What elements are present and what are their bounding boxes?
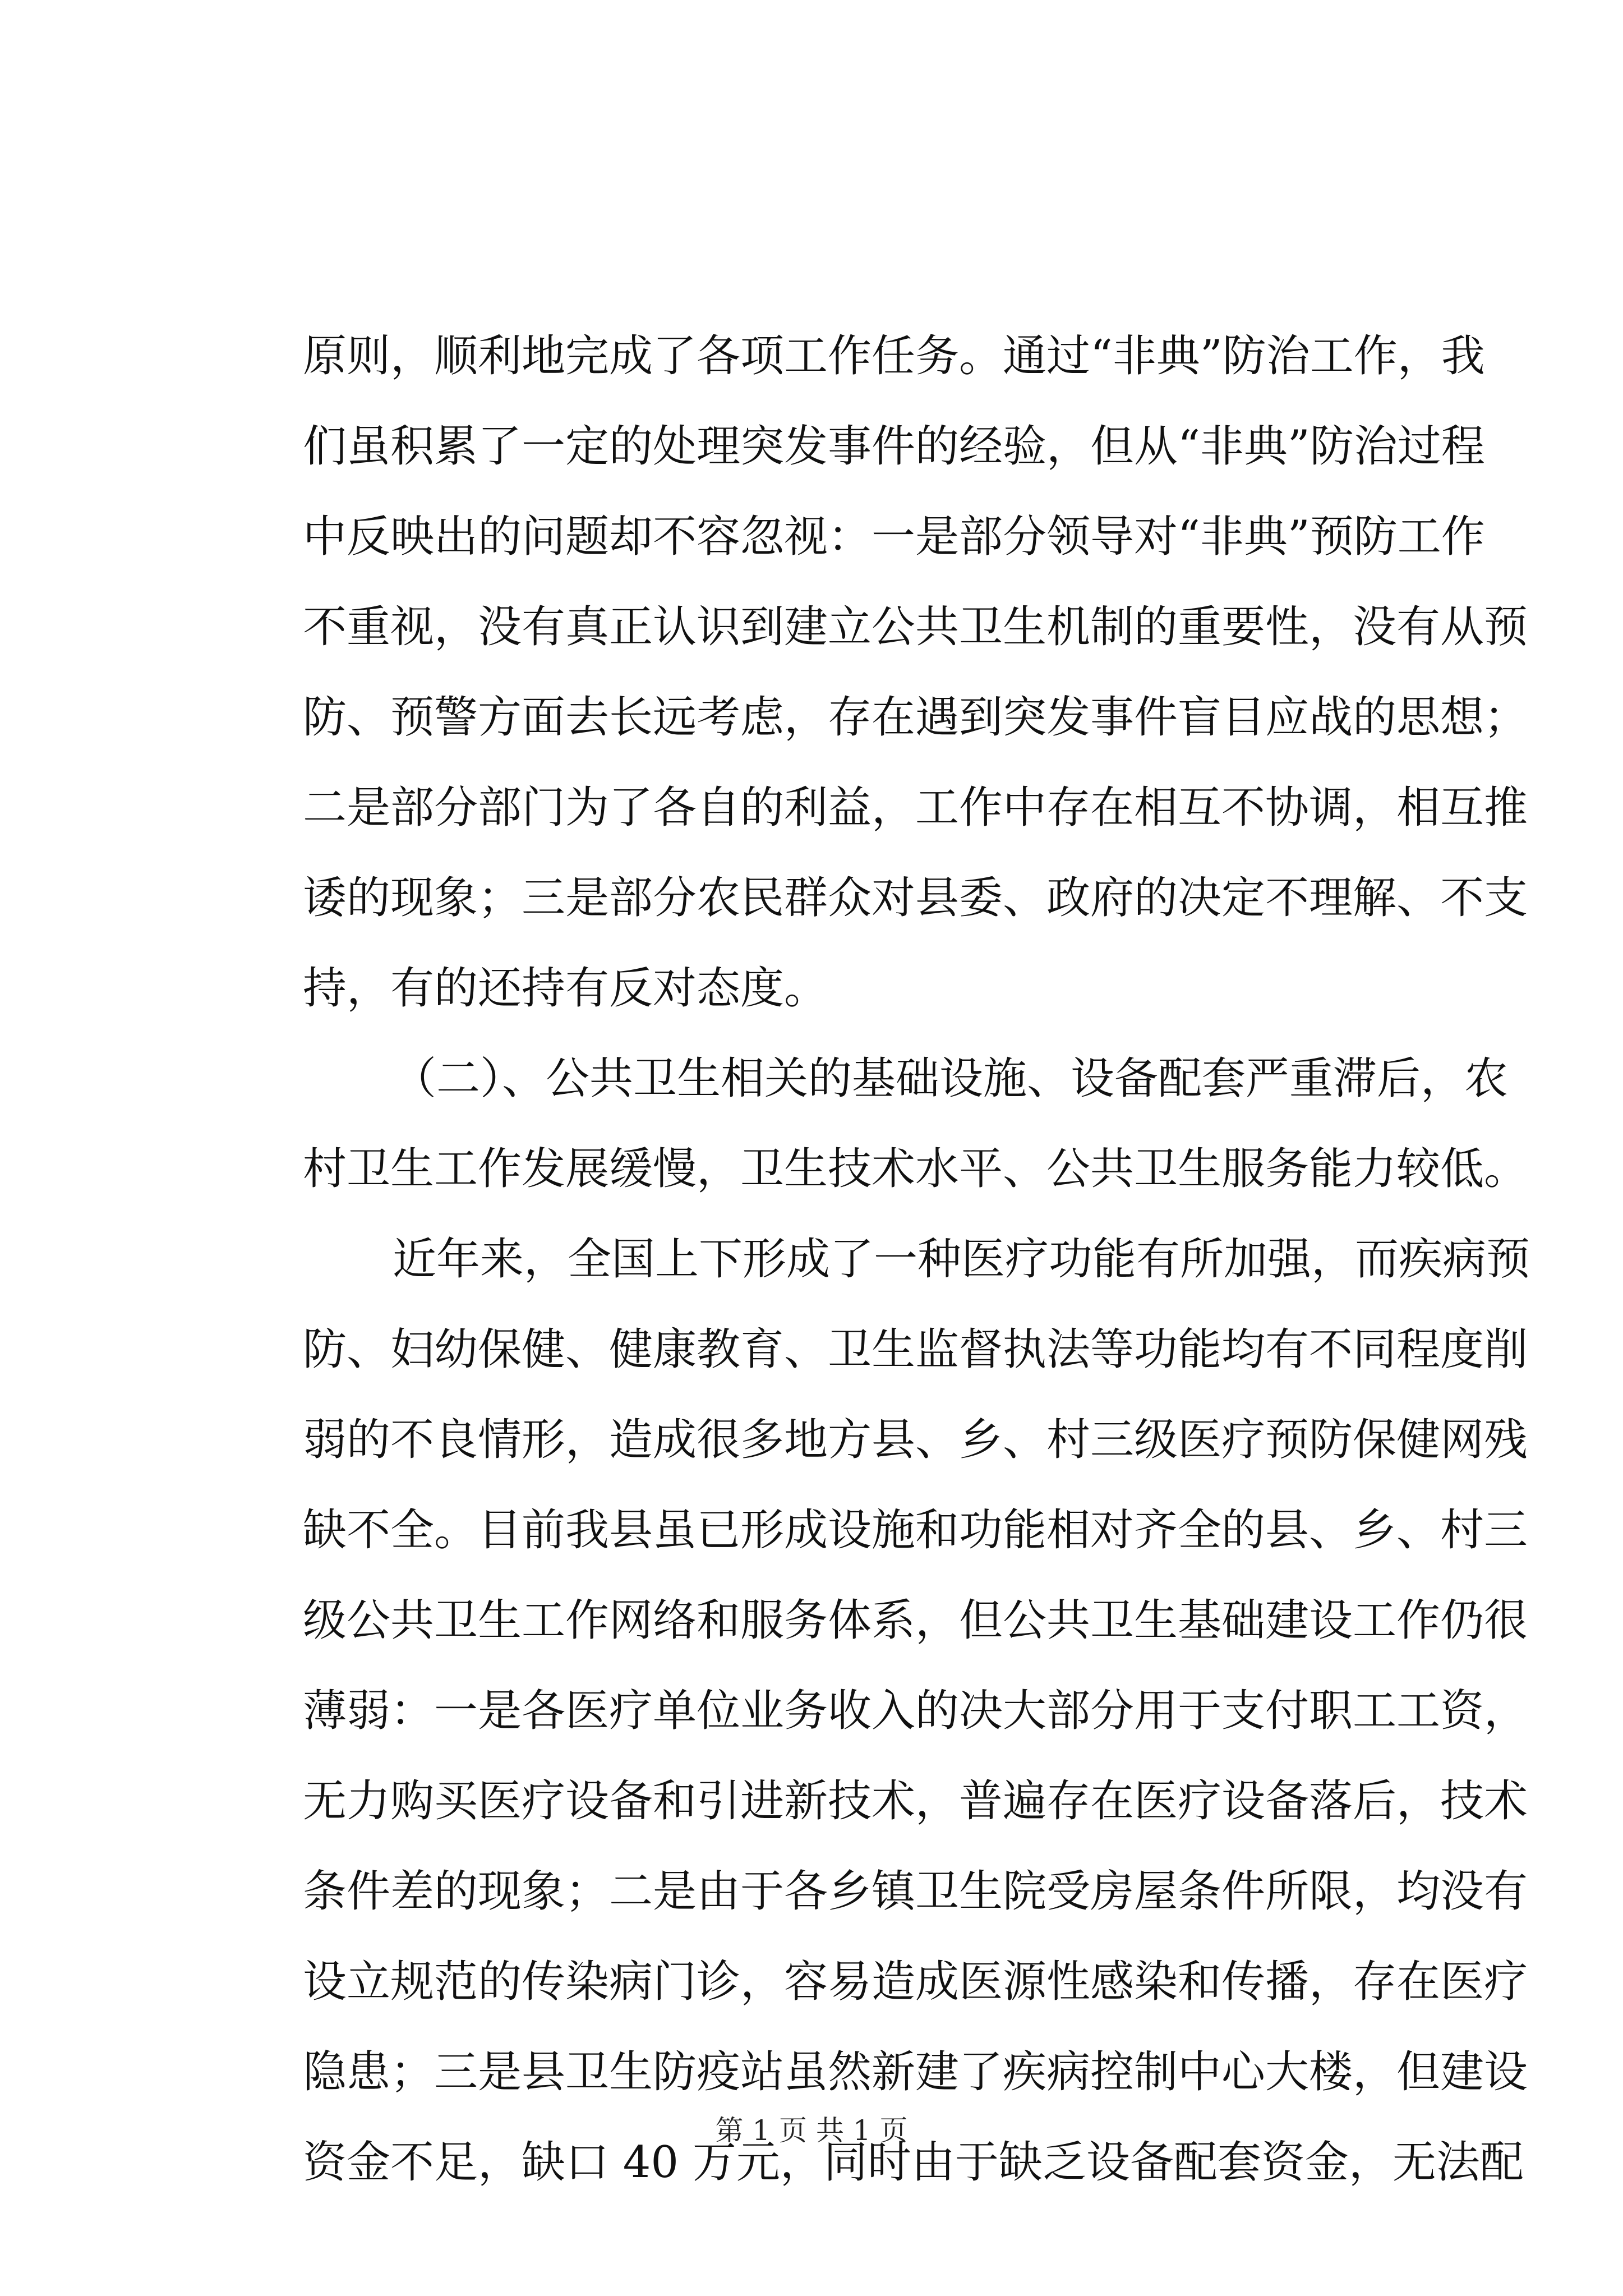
text-line: 防、妇幼保健、健康教育、卫生监督执法等功能均有不同程度削 (303, 1324, 1528, 1375)
text-line: 弱的不良情形，造成很多地方县、乡、村三级医疗预防保健网残 (303, 1415, 1528, 1465)
text-line: 诿的现象；三是部分农民群众对县委、政府的决定不理解、不支 (303, 873, 1528, 923)
page-footer: 第 1 页 共 1 页 (715, 2114, 908, 2147)
text-line: 资金不足，缺口 40 万元，同时由于缺乏设备配套资金，无法配 (303, 2137, 1524, 2188)
text-line: 二是部分部门为了各自的利益，工作中存在相互不协调，相互推 (303, 783, 1528, 833)
text-line: 中反映出的问题却不容忽视：一是部分领导对“非典”预防工作 (303, 512, 1485, 562)
text-line: 持，有的还持有反对态度。 (303, 963, 828, 1014)
text-line: 原则，顺利地完成了各项工作任务。通过“非典”防治工作，我 (303, 331, 1485, 381)
text-line: 隐患；三是县卫生防疫站虽然新建了疾病控制中心大楼，但建设 (303, 2047, 1528, 2097)
section-heading-line: 村卫生工作发展缓慢，卫生技术水平、公共卫生服务能力较低。 (303, 1144, 1528, 1194)
text-line: 薄弱：一是各医疗单位业务收入的决大部分用于支付职工工资， (303, 1686, 1528, 1736)
text-line: 缺不全。目前我县虽已形成设施和功能相对齐全的县、乡、村三 (303, 1505, 1528, 1556)
text-line: 设立规范的传染病门诊，容易造成医源性感染和传播，存在医疗 (303, 1957, 1528, 2007)
text-line: 不重视，没有真正认识到建立公共卫生机制的重要性，没有从预 (303, 602, 1528, 652)
text-line: 条件差的现象；二是由于各乡镇卫生院受房屋条件所限，均没有 (303, 1866, 1528, 1917)
text-line: 们虽积累了一定的处理突发事件的经验，但从“非典”防治过程 (303, 421, 1485, 472)
text-line: 无力购买医疗设备和引进新技术，普遍存在医疗设备落后，技术 (303, 1776, 1528, 1826)
text-line: 近年来，全国上下形成了一种医疗功能有所加强，而疾病预 (393, 1234, 1530, 1285)
text-line: 级公共卫生工作网络和服务体系，但公共卫生基础建设工作仍很 (303, 1595, 1528, 1646)
body-text (303, 311, 1530, 2208)
section-heading-line: （二）、公共卫生相关的基础设施、设备配套严重滞后，农 (393, 1053, 1509, 1104)
text-line: 防、预警方面去长远考虑，存在遇到突发事件盲目应战的思想； (303, 692, 1528, 743)
